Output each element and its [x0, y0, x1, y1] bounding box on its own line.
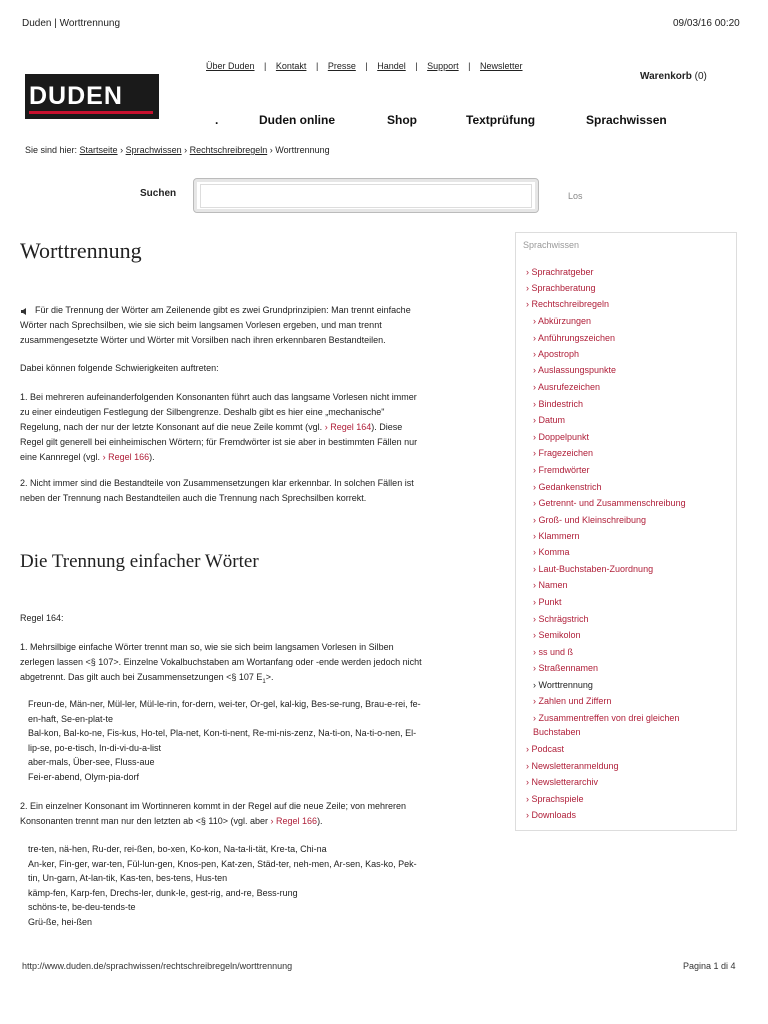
sidebar-item-downloads[interactable]: › Downloads [526, 810, 577, 820]
breadcrumb [25, 145, 330, 155]
search-label: Suchen [140, 188, 177, 199]
regel-166-link[interactable]: › Regel 166 [102, 452, 150, 462]
sidebar [515, 232, 737, 831]
search-input[interactable] [200, 184, 532, 208]
example-line: aber-mals, Über-see, Fluss-aue [28, 757, 155, 767]
cart-label: Warenkorb [640, 71, 692, 82]
sidebar-item-semikolon[interactable]: › Semikolon [533, 630, 581, 640]
example-line: lip-se, po-e-tisch, In-di-vi-du-a-list [28, 742, 162, 753]
intro-paragraph [20, 303, 480, 348]
sidebar-item-doppelpunkt[interactable]: › Doppelpunkt [533, 432, 590, 442]
page-title: Worttrennung [20, 238, 142, 263]
breadcrumb-rechtschreibregeln[interactable]: Rechtschreibregeln [189, 145, 268, 155]
point-1-line: Regel gilt generell bei einheimischen Wörtern; für Fremdwörter ist sie aber in bestimmten Fällen nur [20, 437, 418, 447]
sidebar-item-bindestrich[interactable]: › Bindestrich [533, 399, 584, 409]
breadcrumb-current: Worttrennung [275, 145, 330, 155]
sidebar-item-zusammentreffen-cont[interactable]: Buchstaben [533, 727, 581, 737]
sidebar-item-laut-buchstaben-zuordnung[interactable]: › Laut-Buchstaben-Zuordnung [533, 564, 654, 574]
cart-count: (0) [694, 71, 707, 82]
example-line: Grü-ße, hei-ßen [28, 916, 93, 927]
separator: | [468, 61, 471, 71]
logo-text: DUDEN [29, 82, 123, 110]
example-line: An-ker, Fin-ger, war-ten, Fül-lun-gen, Knos-pen, Kat-zen, Städ-ter, neh-men, Ar-sen, Kas-ko, Pek- [28, 858, 417, 869]
separator: | [315, 61, 319, 71]
intro-line: zusammengesetzte Wörter und Wörter mit Vorsilben nach ihren erkennbaren Bestandteilen. [20, 335, 386, 345]
search-box [193, 178, 539, 213]
sidebar-item-newsletterarchiv[interactable]: › Newsletterarchiv [526, 777, 599, 787]
search-button[interactable]: Los [568, 191, 583, 201]
sidebar-item-fremdwoerter[interactable]: › Fremdwörter [533, 465, 590, 475]
top-links [206, 61, 523, 71]
sidebar-item-komma[interactable]: › Komma [533, 547, 570, 557]
breadcrumb-startseite[interactable]: Startseite [79, 145, 118, 155]
nav-item-textpruefung[interactable]: Textprüfung [466, 113, 536, 127]
point-1-line: 1. Bei mehreren aufeinanderfolgenden Konsonanten führt auch das langsame Vorlesen nicht immer [20, 392, 417, 402]
top-link-support[interactable]: Support [427, 61, 459, 71]
example-line: Fei-er-abend, Olym-pia-dorf [28, 771, 140, 782]
breadcrumb-separator: › [269, 145, 273, 155]
sidebar-item-namen[interactable]: › Namen [533, 580, 568, 590]
example-line: kämp-fen, Karp-fen, Drechs-ler, dunk-le, gest-rig, and-re, Bess-rung [28, 887, 298, 898]
sidebar-item-abkuerzungen[interactable]: › Abkürzungen [533, 316, 592, 326]
top-link-newsletter[interactable]: Newsletter [480, 61, 523, 71]
rule-1-tail: >. [265, 672, 274, 682]
examples-list-2 [28, 842, 480, 929]
top-link-handel[interactable]: Handel [377, 61, 406, 71]
sidebar-item-datum[interactable]: › Datum [533, 415, 566, 425]
nav-item-dot[interactable]: . [215, 113, 219, 127]
point-1-line: Regelung, nach der nur der letzte Konsonant auf die neue Zeile kommt (vgl. [20, 422, 323, 432]
separator: | [415, 61, 418, 71]
example-line: tin, Un-garn, At-lan-tik, Kas-ten, bes-tens, Hus-ten [28, 873, 228, 883]
rule-2-paragraph [20, 799, 480, 829]
speaker-icon[interactable] [20, 306, 29, 315]
top-link-kontakt[interactable]: Kontakt [275, 61, 307, 71]
point-1-paragraph [20, 390, 480, 465]
breadcrumb-sprachwissen[interactable]: Sprachwissen [125, 145, 182, 155]
sidebar-item-podcast[interactable]: › Podcast [526, 744, 565, 754]
sidebar-item-getrennt-zusammenschreibung[interactable]: › Getrennt- und Zusammenschreibung [533, 498, 686, 508]
intro-line: Wörter nach Sprechsilben, wie sie sich beim langsamen Vorlesen ergeben, und man trennt [20, 320, 382, 330]
point-2-paragraph [20, 476, 480, 506]
example-line: Bal-kon, Bal-ko-ne, Fis-kus, Ho-tel, Pla-net, Kon-ti-nent, Re-mi-nis-zenz, Na-ti-on, Na-ti-o-nen, El- [28, 728, 417, 738]
rule-1-line: zerlegen lassen <§ 107>. Einzelne Vokalbuchstaben am Wortanfang oder -ende werden jedoch nicht [20, 657, 422, 667]
sidebar-item-gedankenstrich[interactable]: › Gedankenstrich [533, 482, 602, 492]
section-title: Die Trennung einfacher Wörter [20, 551, 259, 572]
sidebar-item-rechtschreibregeln[interactable]: › Rechtschreibregeln [526, 299, 610, 309]
rule-2-tail: ). [317, 816, 323, 826]
rule-1-paragraph [20, 640, 480, 690]
sidebar-item-sprachberatung[interactable]: › Sprachberatung [526, 283, 596, 293]
example-line: en-haft, Se-en-plat-te [28, 713, 114, 724]
breadcrumb-separator: › [120, 145, 124, 155]
sidebar-item-schraegstrich[interactable]: › Schrägstrich [533, 614, 589, 624]
separator: | [365, 61, 368, 71]
difficulties-intro: Dabei können folgende Schwierigkeiten auftreten: [20, 363, 219, 373]
sidebar-item-punkt[interactable]: › Punkt [533, 597, 562, 607]
main-nav [0, 113, 768, 131]
regel-166-link[interactable]: › Regel 166 [270, 816, 318, 826]
breadcrumb-prefix: Sie sind hier: [25, 145, 78, 155]
rule-1-subscript: 1 [262, 678, 266, 685]
breadcrumb-separator: › [184, 145, 188, 155]
sidebar-item-ss-und-sz[interactable]: › ss und ß [533, 647, 574, 657]
point-2-line: 2. Nicht immer sind die Bestandteile von Zusammensetzungen klar erkennbar. In solchen Fällen ist [20, 478, 414, 488]
regel-164-link[interactable]: › Regel 164 [324, 422, 372, 432]
sidebar-item-gross-kleinschreibung[interactable]: › Groß- und Kleinschreibung [533, 515, 647, 525]
sidebar-item-sprachratgeber[interactable]: › Sprachratgeber [526, 267, 594, 277]
point-2-line: neben der Trennung nach Bestandteilen auch die Trennung nach Sprechsilben korrekt. [20, 493, 367, 503]
rule-1-line: 1. Mehrsilbige einfache Wörter trennt man so, wie sie sich beim langsamen Vorlesen in Silben [20, 642, 394, 652]
sidebar-item-newsletteranmeldung[interactable]: › Newsletteranmeldung [526, 761, 619, 771]
example-line: schöns-te, be-deu-tends-te [28, 902, 136, 912]
point-1-link-tail: ). Diese [371, 422, 403, 432]
example-line: tre-ten, nä-hen, Ru-der, rei-ßen, bo-xen, Ko-kon, Na-ta-li-tät, Kre-ta, Chi-na [28, 844, 327, 854]
nav-item-shop[interactable]: Shop [387, 113, 417, 127]
rule-label: Regel 164: [20, 613, 64, 623]
sidebar-item-ausrufezeichen[interactable]: › Ausrufezeichen [533, 382, 601, 392]
sidebar-title: Sprachwissen [523, 240, 580, 250]
examples-list-1 [28, 697, 480, 784]
rule-2-line: 2. Ein einzelner Konsonant im Wortinneren kommt in der Regel auf die neue Zeile; von mehreren [20, 801, 407, 811]
nav-item-duden-online[interactable]: Duden online [259, 113, 335, 127]
separator: | [264, 61, 267, 71]
sidebar-item-strassennamen[interactable]: › Straßennamen [533, 663, 599, 673]
sidebar-item-fragezeichen[interactable]: › Fragezeichen [533, 448, 594, 458]
point-1-line: zu einer eindeutigen Festlegung der Silbengrenze. Deshalb gibt es hier eine „mechanische" [20, 407, 385, 417]
nav-item-sprachwissen[interactable]: Sprachwissen [586, 113, 667, 127]
sidebar-item-worttrennung[interactable]: › Worttrennung [533, 680, 593, 690]
intro-line: Für die Trennung der Wörter am Zeilenende gibt es zwei Grundprinzipien: Man trennt einfache [35, 305, 411, 315]
sidebar-item-klammern[interactable]: › Klammern [533, 531, 580, 541]
sidebar-item-sprachspiele[interactable]: › Sprachspiele [526, 794, 584, 804]
example-line: Freun-de, Män-ner, Mül-ler, Mül-le-rin, for-dern, wei-ter, Or-gel, kal-kig, Bes-se-rung, Brau-e-rei, fe- [28, 699, 421, 709]
print-header-title: Duden | Worttrennung [22, 18, 121, 29]
top-link-presse[interactable]: Presse [327, 61, 356, 71]
sidebar-item-apostroph[interactable]: › Apostroph [533, 349, 580, 359]
sidebar-item-zusammentreffen[interactable]: › Zusammentreffen von drei gleichen [533, 713, 680, 723]
rule-2-line: Konsonanten trennt man nur den letzten ab <§ 110> (vgl. aber [20, 816, 269, 826]
point-1-link-tail: ). [149, 452, 155, 462]
sidebar-item-zahlen-und-ziffern[interactable]: › Zahlen und Ziffern [533, 696, 612, 706]
cart-link[interactable] [640, 71, 707, 82]
top-link-ueber-duden[interactable]: Über Duden [206, 61, 255, 71]
print-footer-url: http://www.duden.de/sprachwissen/rechtschreibregeln/worttrennung [22, 961, 293, 971]
sidebar-item-auslassungspunkte[interactable]: › Auslassungspunkte [533, 365, 617, 375]
print-header-datetime: 09/03/16 00:20 [673, 18, 740, 29]
rule-1-line: abgetrennt. Das gilt auch bei Zusammensetzungen <§ 107 E [20, 672, 263, 682]
sidebar-item-anfuehrungszeichen[interactable]: › Anführungszeichen [533, 333, 616, 343]
print-footer-page: Pagina 1 di 4 [683, 961, 736, 971]
point-1-line: eine Kannregel (vgl. [20, 452, 101, 462]
